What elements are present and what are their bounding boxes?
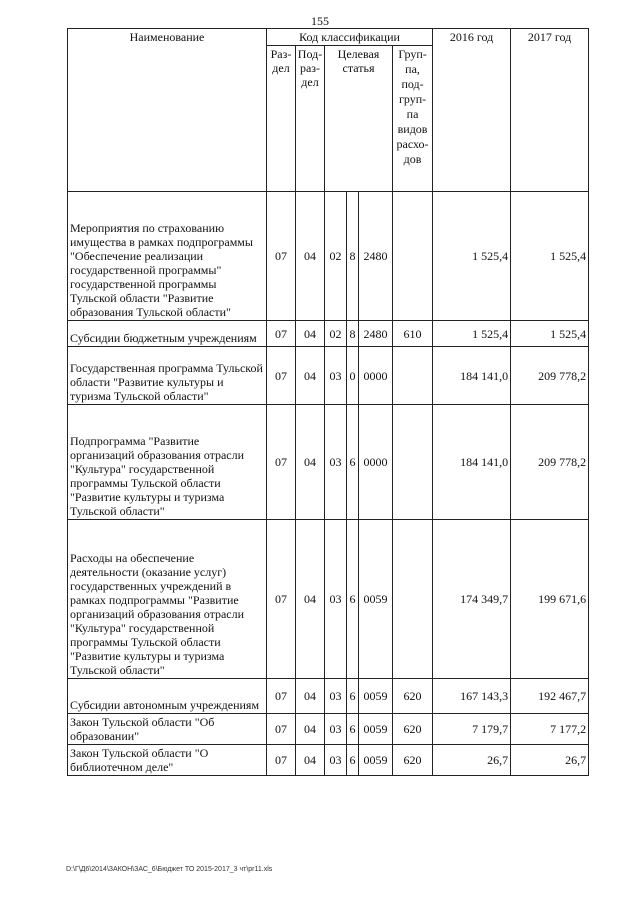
row-name: Субсидии бюджетным учреждениям: [68, 321, 267, 347]
row-name: Государственная программа Тульской области "Развитие культуры и туризма Тульской области": [68, 347, 267, 405]
row-target-subprogram: 0: [347, 347, 359, 405]
row-value-2016: 167 143,3: [433, 679, 511, 714]
row-value-2016: 184 141,0: [433, 405, 511, 520]
row-target-code: 0059: [359, 745, 393, 776]
table-row: [68, 520, 589, 679]
row-expense-group: [393, 520, 433, 679]
row-target-code: 0059: [359, 714, 393, 745]
row-expense-group: 610: [393, 321, 433, 347]
row-target-program: 03: [325, 679, 347, 714]
row-value-2016: 1 525,4: [433, 321, 511, 347]
row-target-code: 0059: [359, 520, 393, 679]
row-subsection: 04: [296, 347, 325, 405]
row-value-2017: 199 671,6: [511, 520, 589, 679]
table-row: [68, 745, 589, 776]
row-subsection: 04: [296, 679, 325, 714]
row-target-program: 03: [325, 745, 347, 776]
row-value-2017: 192 467,7: [511, 679, 589, 714]
row-value-2016: 26,7: [433, 745, 511, 776]
row-target-code: 0000: [359, 405, 393, 520]
row-target-subprogram: 6: [347, 679, 359, 714]
table-body: [68, 192, 589, 776]
header-year-2017: 2017 год: [511, 29, 589, 192]
row-name: Мероприятия по страхованию имущества в рамках подпрограммы "Обеспечение реализации государственной программы" государственной программы Тульской области "Развитие образования Тульской области": [68, 192, 267, 321]
row-section: 07: [267, 745, 296, 776]
header-classification-code: Код классификации: [267, 29, 433, 46]
row-value-2017: 209 778,2: [511, 405, 589, 520]
header-section: Раз- дел: [267, 46, 296, 192]
row-target-subprogram: 8: [347, 321, 359, 347]
row-value-2017: 26,7: [511, 745, 589, 776]
row-subsection: 04: [296, 714, 325, 745]
row-section: 07: [267, 405, 296, 520]
table-row: [68, 714, 589, 745]
row-value-2016: 174 349,7: [433, 520, 511, 679]
row-name: Закон Тульской области "Об образовании": [68, 714, 267, 745]
row-target-code: 0000: [359, 347, 393, 405]
row-section: 07: [267, 679, 296, 714]
row-name: Расходы на обеспечение деятельности (оказание услуг) государственных учреждений в рамках подпрограммы "Развитие организаций образования отрасли "Культура" государственной программы Тульской области "Развитие культуры и туризма Тульской области": [68, 520, 267, 679]
row-target-subprogram: 6: [347, 714, 359, 745]
row-target-subprogram: 6: [347, 405, 359, 520]
header-expense-group: Груп- па, под- груп- па видов расхо- дов: [393, 46, 433, 192]
budget-table: [67, 28, 589, 776]
row-value-2017: 1 525,4: [511, 321, 589, 347]
row-value-2017: 7 177,2: [511, 714, 589, 745]
row-subsection: 04: [296, 321, 325, 347]
row-target-subprogram: 6: [347, 745, 359, 776]
row-value-2016: 7 179,7: [433, 714, 511, 745]
header-name: Наименование: [68, 29, 267, 192]
table-row: [68, 192, 589, 321]
row-expense-group: [393, 347, 433, 405]
table-row: [68, 347, 589, 405]
row-target-program: 03: [325, 347, 347, 405]
header-target-article: Целевая статья: [325, 46, 393, 192]
header-year-2016: 2016 год: [433, 29, 511, 192]
row-target-program: 03: [325, 405, 347, 520]
row-section: 07: [267, 321, 296, 347]
row-expense-group: 620: [393, 714, 433, 745]
row-section: 07: [267, 192, 296, 321]
row-value-2016: 1 525,4: [433, 192, 511, 321]
row-expense-group: 620: [393, 679, 433, 714]
row-target-program: 02: [325, 192, 347, 321]
row-value-2017: 1 525,4: [511, 192, 589, 321]
table-header: [68, 29, 589, 192]
row-target-program: 02: [325, 321, 347, 347]
row-target-program: 03: [325, 520, 347, 679]
row-subsection: 04: [296, 745, 325, 776]
table-row: [68, 405, 589, 520]
row-expense-group: [393, 405, 433, 520]
table-row: [68, 321, 589, 347]
row-expense-group: [393, 192, 433, 321]
row-target-subprogram: 8: [347, 192, 359, 321]
table-row: [68, 679, 589, 714]
row-target-code: 2480: [359, 321, 393, 347]
row-name: Закон Тульской области "О библиотечном деле": [68, 745, 267, 776]
row-target-program: 03: [325, 714, 347, 745]
row-section: 07: [267, 520, 296, 679]
row-target-code: 0059: [359, 679, 393, 714]
row-name: Субсидии автономным учреждениям: [68, 679, 267, 714]
row-value-2016: 184 141,0: [433, 347, 511, 405]
page-number: 155: [311, 14, 329, 28]
row-value-2017: 209 778,2: [511, 347, 589, 405]
header-subsection: Под- раз- дел: [296, 46, 325, 192]
row-subsection: 04: [296, 192, 325, 321]
row-section: 07: [267, 347, 296, 405]
file-path: D:\Г\Д6\2014\ЗАКОН\ЗАС_6\Бюджет ТО 2015-2017_3 чт\pr11.xls: [66, 866, 273, 873]
row-expense-group: 620: [393, 745, 433, 776]
row-subsection: 04: [296, 520, 325, 679]
row-target-subprogram: 6: [347, 520, 359, 679]
row-subsection: 04: [296, 405, 325, 520]
row-target-code: 2480: [359, 192, 393, 321]
row-name: Подпрограмма "Развитие организаций образования отрасли "Культура" государственной программы Тульской области "Развитие культуры и туризма Тульской области": [68, 405, 267, 520]
row-section: 07: [267, 714, 296, 745]
